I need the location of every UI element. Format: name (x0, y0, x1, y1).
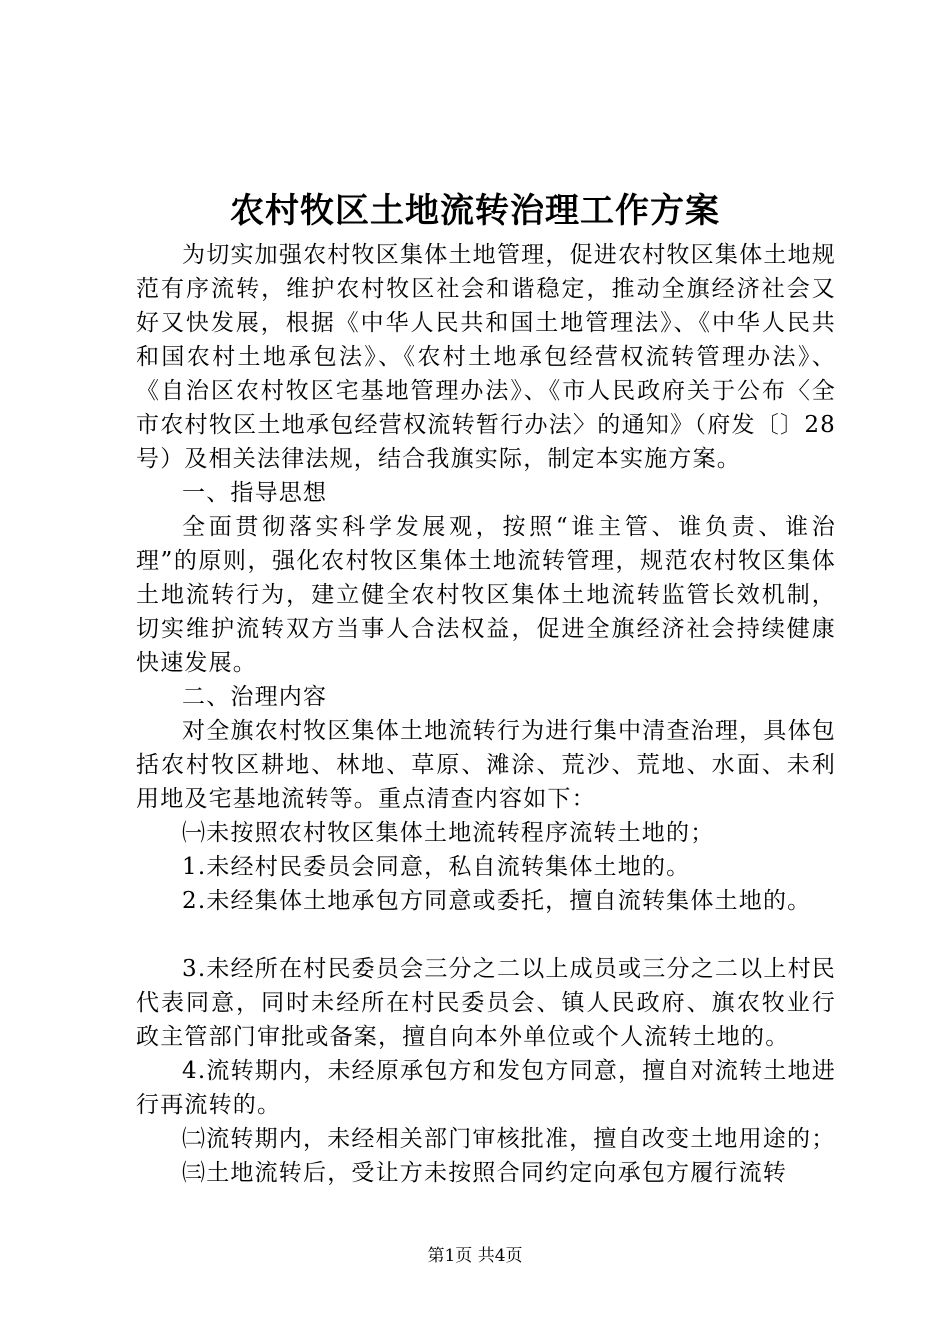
page-footer: 第1页 共4页 (427, 1246, 523, 1266)
heading-guiding-thought: 一、指导思想 (182, 480, 328, 506)
paragraph-guiding-thought: 全面贯彻落实科学发展观，按照“谁主管、谁负责、谁治理”的原则，强化农村牧区集体土地流转管理，规范农村牧区集体土地流转行为，建立健全农村牧区集体土地流转监管长效机制，切实维护流转双方当事人合法权益，促进全旗经济社会持续健康快速发展。 (136, 514, 836, 676)
paragraph-governance-content: 对全旗农村牧区集体土地流转行为进行集中清查治理，具体包括农村牧区耕地、林地、草原、滩涂、荒沙、荒地、水面、未利用地及宅基地流转等。重点清查内容如下： (136, 718, 836, 812)
document-body (136, 238, 836, 1190)
document-title: 农村牧区土地流转治理工作方案 (230, 191, 720, 231)
list-item-2: 2.未经集体土地承包方同意或委托，擅自流转集体土地的。 (182, 888, 812, 914)
heading-governance-content: 二、治理内容 (182, 684, 328, 710)
list-item-1: 1.未经村民委员会同意，私自流转集体土地的。 (182, 854, 691, 880)
list-item-4: 4.流转期内，未经原承包方和发包方同意，擅自对流转土地进行再流转的。 (136, 1058, 836, 1118)
list-item-section-3: ㈢土地流转后，受让方未按照合同约定向承包方履行流转 (182, 1160, 787, 1186)
list-item-section-2: ㈡流转期内，未经相关部门审核批准，擅自改变土地用途的； (182, 1126, 836, 1152)
list-item-3: 3.未经所在村民委员会三分之二以上成员或三分之二以上村民代表同意，同时未经所在村民委员会、镇人民政府、旗农牧业行政主管部门审批或备案，擅自向本外单位或个人流转土地的。 (136, 956, 836, 1050)
paragraph-intro: 为切实加强农村牧区集体土地管理，促进农村牧区集体土地规范有序流转，维护农村牧区社会和谐稳定，推动全旗经济社会又好又快发展，根据《中华人民共和国土地管理法》、《中华人民共和国农村土地承包法》、《农村土地承包经营权流转管理办法》、《自治区农村牧区宅基地管理办法》、《市人民政府关于公布〈全市农村牧区土地承包经营权流转暂行办法〉的通知》（府发〔〕28号）及相关法律法规，结合我旗实际，制定本实施方案。 (136, 242, 836, 472)
list-item-section-1: ㈠未按照农村牧区集体土地流转程序流转土地的； (182, 820, 715, 846)
